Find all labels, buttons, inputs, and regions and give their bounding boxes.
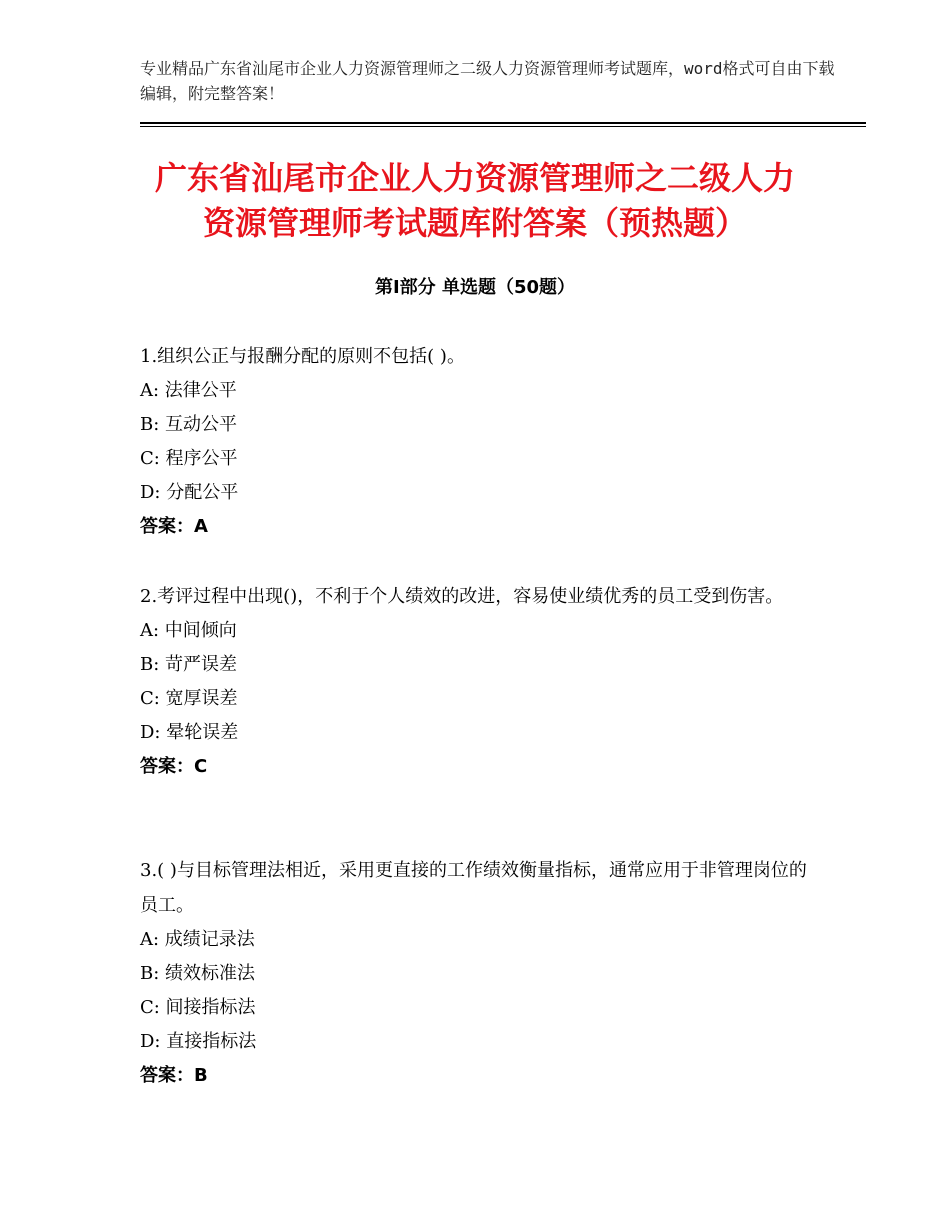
question-block-2 <box>140 579 810 784</box>
option-c: C: 宽厚误差 <box>140 688 238 709</box>
header-note: 专业精品广东省汕尾市企业人力资源管理师之二级人力资源管理师考试题库，word格式可自由下载编辑，附完整答案！ <box>140 59 835 103</box>
question-block-1 <box>140 339 810 544</box>
question-stem: 3.( )与目标管理法相近，采用更直接的工作绩效衡量指标，通常应用于非管理岗位的员工。 <box>140 860 807 916</box>
option-d: D: 晕轮误差 <box>140 722 239 743</box>
question-block-3 <box>140 853 810 1093</box>
section-heading: 第Ⅰ部分 单选题（50题） <box>374 277 575 298</box>
option-c: C: 间接指标法 <box>140 997 256 1018</box>
answer-line: 答案：C <box>140 756 208 777</box>
document-title: 广东省汕尾市企业人力资源管理师之二级人力资源管理师考试题库附答案（预热题） <box>154 159 795 242</box>
option-b: B: 苛严误差 <box>140 654 238 675</box>
option-c: C: 程序公平 <box>140 448 238 469</box>
option-a: A: 中间倾向 <box>140 620 237 641</box>
answer-line: 答案：A <box>140 516 208 537</box>
option-d: D: 直接指标法 <box>140 1031 257 1052</box>
option-a: A: 成绩记录法 <box>140 929 255 950</box>
question-stem: 1.组织公正与报酬分配的原则不包括( )。 <box>140 346 465 367</box>
question-stem: 2.考评过程中出现()，不利于个人绩效的改进，容易使业绩优秀的员工受到伤害。 <box>140 586 784 607</box>
option-b: B: 互动公平 <box>140 414 238 435</box>
header-divider-thin <box>140 126 866 127</box>
answer-line: 答案：B <box>140 1065 208 1086</box>
option-d: D: 分配公平 <box>140 482 239 503</box>
option-b: B: 绩效标准法 <box>140 963 256 984</box>
option-a: A: 法律公平 <box>140 380 237 401</box>
header-divider-thick <box>140 122 866 124</box>
